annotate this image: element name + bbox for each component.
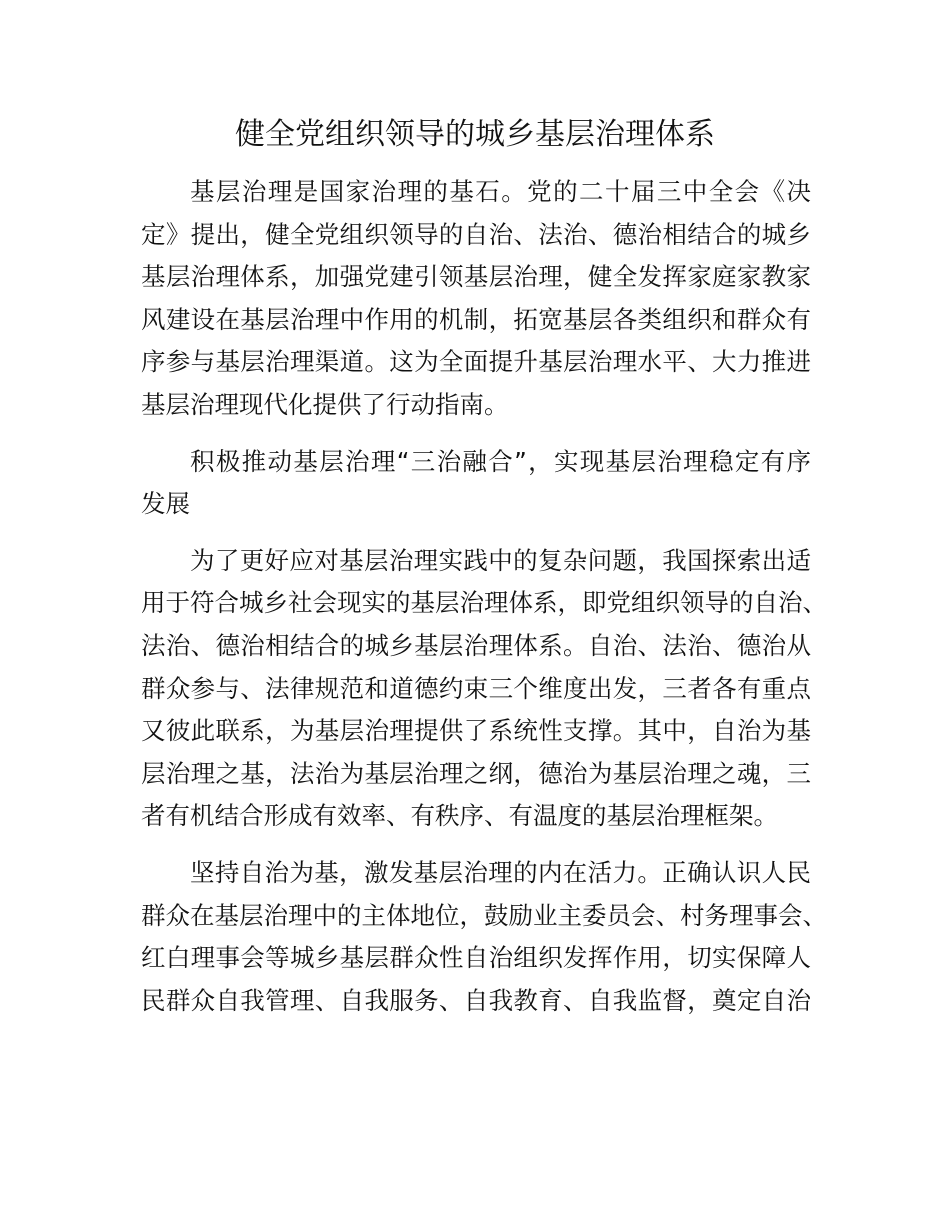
text-line: 发展 [141, 489, 190, 519]
text-line: 为了更好应对基层治理实践中的复杂问题，我国探索出适 [190, 545, 811, 575]
text-line: 群众参与、法律规范和道德约束三个维度出发，三者各有重点 [141, 673, 811, 703]
paragraph [141, 171, 811, 427]
text-line: 序参与基层治理渠道。这为全面提升基层治理水平、大力推进 [141, 347, 811, 377]
text-line: 红白理事会等城乡基层群众性自治组织发挥作用，切实保障人 [141, 943, 811, 973]
text-line: 民群众自我管理、自我服务、自我教育、自我监督，奠定自治 [141, 985, 811, 1015]
document-title: 健全党组织领导的城乡基层治理体系 [235, 117, 715, 152]
text-line: 者有机结合形成有效率、有秩序、有温度的基层治理框架。 [141, 801, 778, 831]
text-line: 用于符合城乡社会现实的基层治理体系，即党组织领导的自治、 [141, 588, 827, 618]
text-line: 坚持自治为基，激发基层治理的内在活力。正确认识人民 [190, 857, 811, 887]
text-line: 积极推动基层治理“三治融合”，实现基层治理稳定有序 [190, 446, 811, 476]
paragraph [141, 540, 827, 838]
text-line: 基层治理是国家治理的基石。党的二十届三中全会《决 [190, 177, 811, 206]
text-line: 基层治理体系，加强党建引领基层治理，健全发挥家庭家教家 [141, 262, 811, 292]
text-line: 定》提出，健全党组织领导的自治、法治、德治相结合的城乡 [141, 219, 811, 249]
text-line: 基层治理现代化提供了行动指南。 [141, 389, 509, 419]
text-line: 风建设在基层治理中作用的机制，拓宽基层各类组织和群众有 [141, 304, 811, 334]
text-line: 法治、德治相结合的城乡基层治理体系。自治、法治、德治从 [141, 630, 811, 660]
paragraph [141, 852, 827, 1022]
text-line: 又彼此联系，为基层治理提供了系统性支撑。其中，自治为基 [141, 716, 811, 746]
text-line: 层治理之基，法治为基层治理之纲，德治为基层治理之魂，三 [141, 758, 811, 788]
text-line: 群众在基层治理中的主体地位，鼓励业主委员会、村务理事会、 [141, 900, 827, 930]
paragraph [141, 441, 811, 526]
document-body [141, 171, 827, 1036]
